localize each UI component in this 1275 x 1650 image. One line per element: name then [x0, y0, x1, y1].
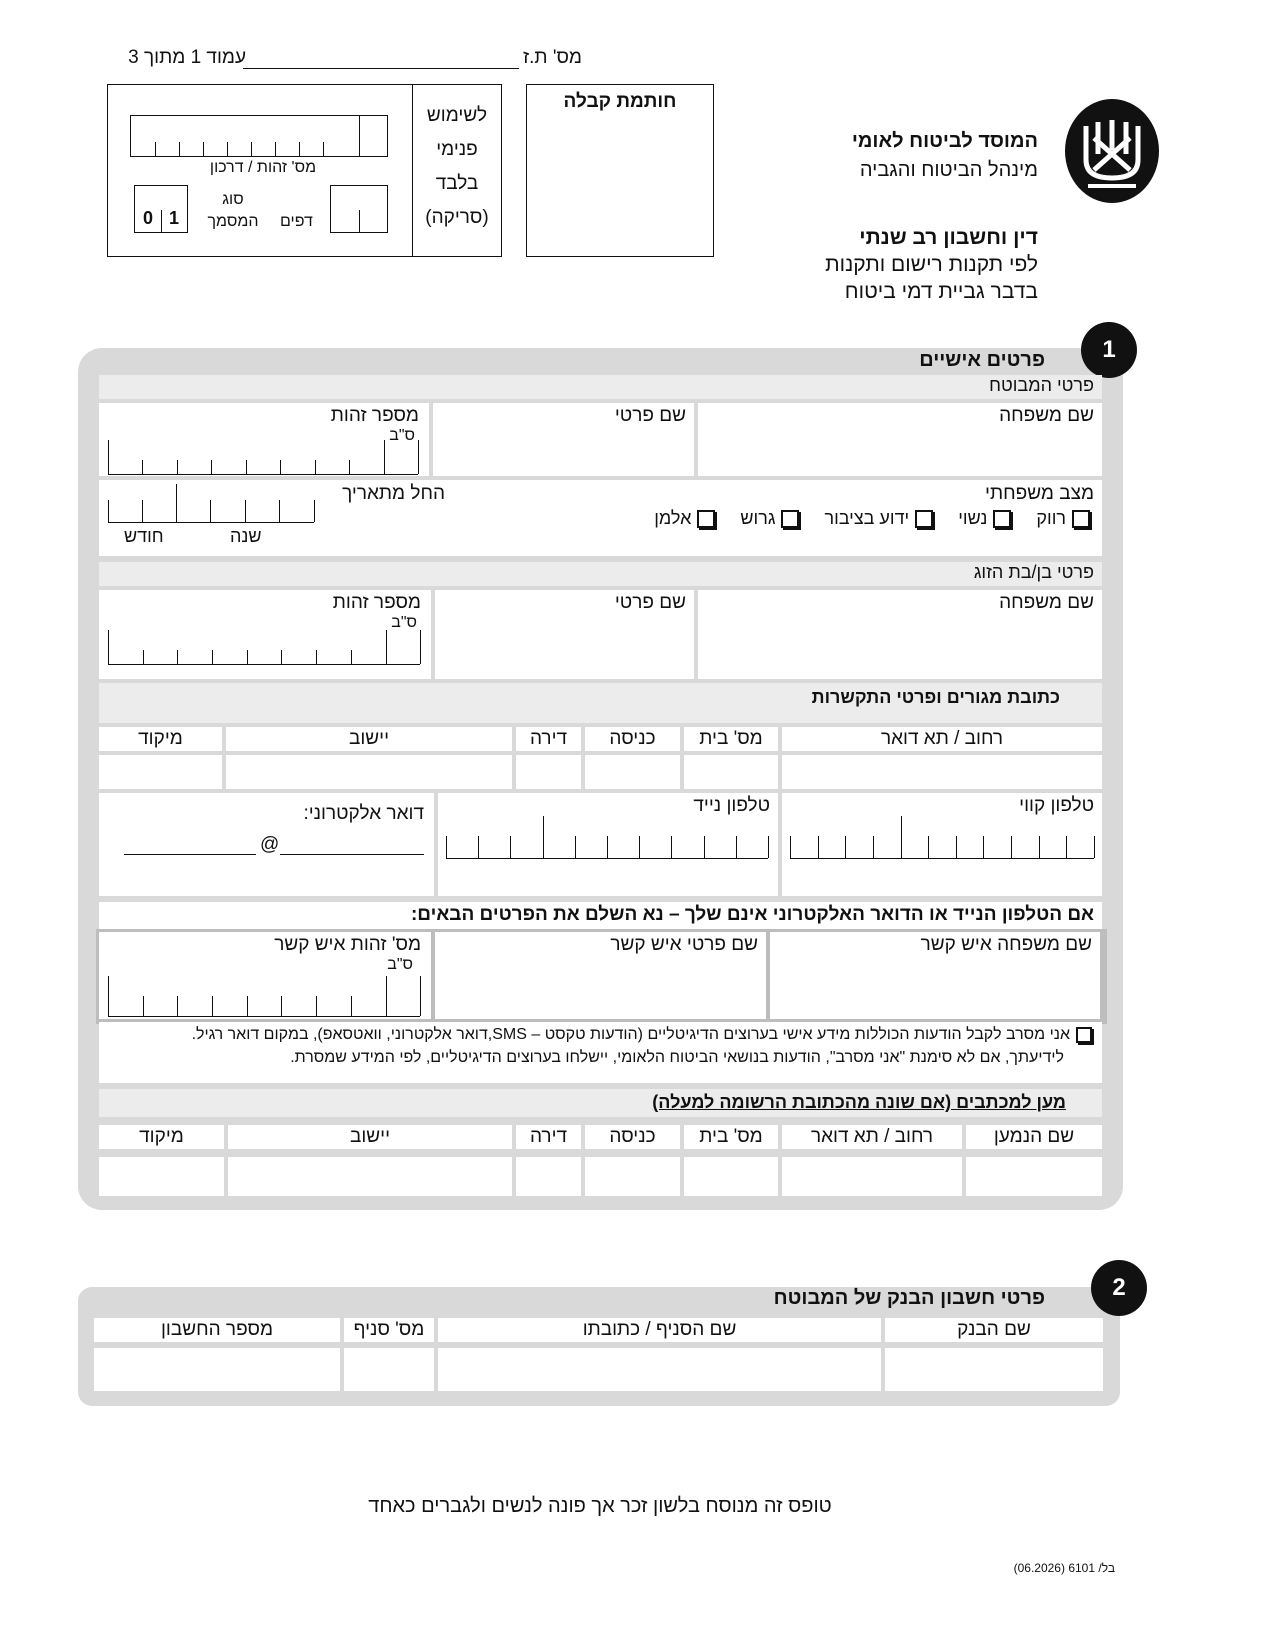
zip-input[interactable]	[99, 755, 222, 789]
mail-col-entrance: כניסה	[585, 1125, 680, 1149]
marital-options	[640, 508, 1090, 529]
col-zip: מיקוד	[99, 727, 222, 751]
id-number-label: מס' ת.ז	[523, 47, 582, 68]
mail-entrance-input[interactable]	[585, 1157, 680, 1196]
bank-col-branch-number: מס' סניף	[344, 1318, 434, 1342]
family-name-field[interactable]	[698, 403, 1102, 476]
col-entrance: כניסה	[585, 727, 680, 751]
first-name-field[interactable]	[433, 403, 694, 476]
gender-note: טופס זה מנוסח בלשון זכר אך פונה לנשים ולגברים כאחד	[368, 1495, 832, 1517]
mail-col-city: יישוב	[228, 1125, 512, 1149]
form-code: בל/ 6101 (06.2026)	[1013, 1561, 1115, 1575]
date-digit-ticks[interactable]	[108, 484, 314, 523]
section1-number: 1	[1081, 322, 1137, 378]
marital-status-label: מצב משפחתי	[985, 483, 1094, 504]
from-date-label: החל מתאריך	[342, 483, 445, 504]
street-input[interactable]	[782, 755, 1102, 789]
check-digit-label: ס"ב	[389, 427, 415, 444]
branch-name-input[interactable]	[438, 1348, 881, 1391]
mail-col-street: רחוב / תא דואר	[782, 1125, 962, 1149]
landline-digit-ticks[interactable]	[790, 816, 1094, 859]
internal-use-label: לשימוש פנימי בלבד (סריקה)	[425, 105, 489, 228]
id-number-line[interactable]	[243, 48, 519, 69]
insured-title: פרטי המבוטח	[99, 375, 1102, 399]
bank-col-bank-name: שם הבנק	[885, 1318, 1103, 1342]
receipt-stamp-box	[526, 84, 714, 257]
page-label: עמוד 1 מתוך 3	[128, 47, 246, 68]
refuse-digital-checkbox-icon[interactable]	[1076, 1027, 1092, 1043]
contact-note: אם הטלפון הנייד או הדואר האלקטרוני אינם שלך – נא השלם את הפרטים הבאים:	[99, 902, 1102, 929]
marital-option-divorced[interactable]: גרוש	[740, 508, 799, 528]
city-input[interactable]	[226, 755, 512, 789]
mail-col-house: מס' בית	[684, 1125, 778, 1149]
pages-label: דפים	[280, 213, 313, 230]
landline-label: טלפון קווי	[1019, 795, 1094, 816]
marital-option-widowed[interactable]: אלמן	[654, 508, 715, 528]
mobile-label: טלפון נייד	[693, 795, 770, 816]
checkbox-icon[interactable]	[915, 510, 933, 528]
contact-first-field[interactable]: שם פרטי איש קשר	[435, 932, 766, 1019]
col-apartment: דירה	[516, 727, 581, 751]
spouse-first-name-field[interactable]: שם פרטי	[435, 590, 694, 679]
branch-number-input[interactable]	[344, 1348, 434, 1391]
apartment-input[interactable]	[516, 755, 581, 789]
mail-street-input[interactable]	[782, 1157, 962, 1196]
org-subtitle: מינהל הביטוח והגביה	[859, 159, 1038, 181]
mail-apartment-input[interactable]	[516, 1157, 581, 1196]
org-name: המוסד לביטוח לאומי	[851, 130, 1038, 152]
spouse-family-name-field[interactable]: שם משפחה	[698, 590, 1102, 679]
doc-type-label: סוג המסמך	[207, 191, 259, 230]
first-name-label: שם פרטי	[614, 405, 686, 426]
consent-line-2: לידיעתך, אם לא סימנת "אני מסרב", הודעות בנושאי הביטוח הלאומי, יישלחו בערוצים הדיגיטליים, לפי המידע שמסרת.	[290, 1049, 1064, 1066]
section2-title: פרטי חשבון הבנק של המבוטח	[773, 1287, 1045, 1309]
marital-option-single[interactable]: רווק	[1036, 508, 1090, 528]
checkbox-icon[interactable]	[697, 510, 715, 528]
mail-col-apartment: דירה	[516, 1125, 581, 1149]
checkbox-icon[interactable]	[781, 510, 799, 528]
email-at-sign: @	[260, 834, 280, 855]
mail-house-input[interactable]	[684, 1157, 778, 1196]
col-city: יישוב	[226, 727, 512, 751]
id-digit-ticks[interactable]	[108, 440, 418, 475]
checkbox-icon[interactable]	[993, 510, 1011, 528]
account-number-input[interactable]	[94, 1348, 340, 1391]
bank-col-branch-name: שם הסניף / כתובתו	[438, 1318, 881, 1342]
col-house-number: מס' בית	[684, 727, 778, 751]
form-subtitle-2: בדבר גביית דמי ביטוח	[844, 280, 1038, 303]
pages-boxes[interactable]	[330, 185, 388, 233]
entrance-input[interactable]	[585, 755, 680, 789]
internal-use-box	[107, 84, 502, 257]
mail-city-input[interactable]	[228, 1157, 512, 1196]
mail-title: מען למכתבים (אם שונה מהכתובת הרשומה למעלה)	[99, 1089, 1102, 1117]
email-label: דואר אלקטרוני:	[303, 803, 424, 824]
contact-id-digit-ticks[interactable]	[108, 976, 420, 1017]
mail-recipient-input[interactable]	[966, 1157, 1102, 1196]
doc-type-boxes: 0 1	[134, 185, 188, 233]
id-passport-label: מס' זהות / דרכון	[209, 159, 317, 176]
year-label: שנה	[230, 526, 262, 546]
checkbox-icon[interactable]	[1072, 510, 1090, 528]
month-label: חודש	[124, 526, 164, 546]
bank-col-account-number: מספר החשבון	[94, 1318, 340, 1342]
email-domain-line[interactable]	[124, 836, 256, 855]
section1-title: פרטים אישיים	[919, 349, 1045, 371]
spouse-id-field[interactable]: מספר זהות ס"ב	[99, 590, 431, 679]
spouse-id-digit-ticks[interactable]	[108, 630, 420, 665]
contact-family-field[interactable]: שם משפחה איש קשר	[770, 932, 1100, 1019]
house-number-input[interactable]	[684, 755, 778, 789]
address-title: כתובת מגורים ופרטי התקשרות	[99, 683, 1102, 723]
bank-name-input[interactable]	[885, 1348, 1103, 1391]
email-user-line[interactable]	[280, 836, 424, 855]
consent-block	[99, 1022, 1102, 1083]
family-name-label: שם משפחה	[999, 405, 1094, 426]
marital-option-common-law[interactable]: ידוע בציבור	[824, 508, 933, 528]
section2-number: 2	[1091, 1260, 1147, 1316]
contact-id-field[interactable]: מס' זהות איש קשר ס"ב	[99, 932, 431, 1019]
mail-col-recipient: שם הנמען	[966, 1125, 1102, 1149]
form-subtitle-1: לפי תקנות רישום ותקנות	[825, 253, 1038, 276]
receipt-stamp-label: חותמת קבלה	[563, 91, 677, 112]
mail-col-zip: מיקוד	[99, 1125, 224, 1149]
mobile-digit-ticks[interactable]	[446, 816, 768, 859]
marital-option-married[interactable]: נשוי	[958, 508, 1011, 528]
id-number-field-label: מספר זהות	[330, 405, 419, 426]
consent-line-1: אני מסרב לקבל הודעות הכוללות מידע אישי בערוצים הדיגיטליים (הודעות טקסט – SMS,דואר אלקטרוני, וואטסאפ), במקום דואר רגיל.	[192, 1026, 1092, 1044]
id-passport-boxes[interactable]	[130, 115, 388, 157]
mail-zip-input[interactable]	[99, 1157, 224, 1196]
col-street: רחוב / תא דואר	[782, 727, 1102, 751]
nii-logo-icon	[1064, 98, 1160, 204]
form-title: דין וחשבון רב שנתי	[859, 226, 1038, 249]
spouse-title: פרטי בן/בת הזוג	[99, 562, 1102, 586]
